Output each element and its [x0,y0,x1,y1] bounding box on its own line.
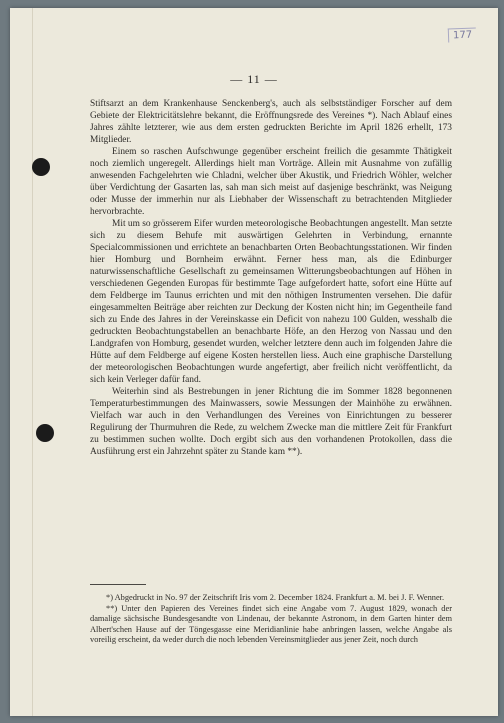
punch-hole-bottom [36,424,54,442]
paragraph: Stiftsarzt an dem Krankenhause Senckenberg's, auch als selbstständiger Forscher auf dem Gebiete der Elektricitätslehre bekannt, die Eröffnungsrede des Vereines *). Nach Ablauf eines Jahres zählte letzterer, wie aus dem ersten gedruckten Berichte im April 1826 erhellt, 173 Mitglieder. [90,99,452,145]
document-page [10,8,498,716]
paragraph: Mit um so grösserem Eifer wurden meteorologische Beobachtungen angestellt. Man setzte sich zu diesem Behufe mit auswärtigen Gelehrten in Verbindung, ernannte Specialcommissionen und errichtete an benachbarten Orten Beobachtungsstationen. Wir finden hier Homburg und Bornheim erwähnt. Ferner hess man, als die Edinburger naturwissenschaftliche Gesellschaft zu gemeinsamen Witterungsbeobachtungen auf Höhen in verschiedenen Gegenden Europas für bestimmte Tage aufgefordert hatte, sofort eine Hütte auf dem Feldberge im Taunus errichten und mit den nöthigen Instrumenten versehen. Die dafür eingesammelten Beiträge aber reichten zur Deckung der Kosten nicht hin; im Gegentheile fand sich zu Ende des Jahres in der Vereinskasse ein Deficit von nahezu 100 Gulden, wesshalb die gedruckten Beobachtungstabellen an benachbarte Höfe, an den Herzog von Nassau und den Landgrafen von Homburg, gesendet wurden, welcher letztere denn auch im folgenden Jahre die Hütte auf dem Feldberge auf eigene Kosten herstellen liess. Auch eine graphische Darstellung der meteorologischen Beobachtungen wurde angefertigt, aber freilich nicht veröffentlicht, da sich kein Verleger dafür fand. [90,219,452,385]
page-edge-line [32,8,33,716]
footnote: *) Abgedruckt in No. 97 der Zeitschrift Iris vom 2. December 1824. Frankfurt a. M. bei J. F. Wenner. [106,593,445,602]
paragraph: Einem so raschen Aufschwunge gegenüber erscheint freilich die gesammte Thätigkeit noch ziemlich ungeregelt. Allerdings hielt man Vorträge. Allein mit Ausnahme von zufällig anwesenden Fachgelehrten wie Chladni, welcher über Akustik, und Friedrich Wöhler, welcher über Verdichtung der Gasarten las, sah man sich meist auf dasjenige beschränkt, was Neigung oder Musse der immerhin nur als Liebhaber der Wissenschaft zu betrachtenden Mitglieder hervorbrachte. [90,147,452,217]
footnote: **) Unter den Papieren des Vereines findet sich eine Angabe vom 7. August 1829, wonach der damalige sächsische Bundesgesandte von Lindenau, der bekannte Astronom, in dem Garten hinter dem Albert'schen Hause auf der Töngesgasse eine Meridianlinie habe anbringen lassen, welche Angabe als voreilig erscheint, da weder durch die noch lebenden Vereinsmitglieder aus jener Zeit, noch durch [90,603,452,644]
footnotes [90,593,452,646]
page-number: — 11 — [230,72,278,86]
paragraph: Weiterhin sind als Bestrebungen in jener Richtung die im Sommer 1828 begonnenen Temperaturbestimmungen des Mainwassers, sowie Messungen der Mainhöhe zu erwähnen. Vielfach war auch in den Verhandlungen des Vereines von Einrichtungen zu besserer Regulirung der Thurmuhren die Rede, zu welchem Zwecke man die mittlere Zeit für Frankfurt zu bestimmen suchen wollte. Doch ergibt sich aus den vorhandenen Protokollen, dass die Ausführung erst ein Jahrzehnt später zu Stande kam **). [90,387,452,457]
body-text [90,98,452,458]
footnote-divider [90,584,146,585]
archive-number: 177 [448,28,477,43]
punch-hole-top [32,158,50,176]
